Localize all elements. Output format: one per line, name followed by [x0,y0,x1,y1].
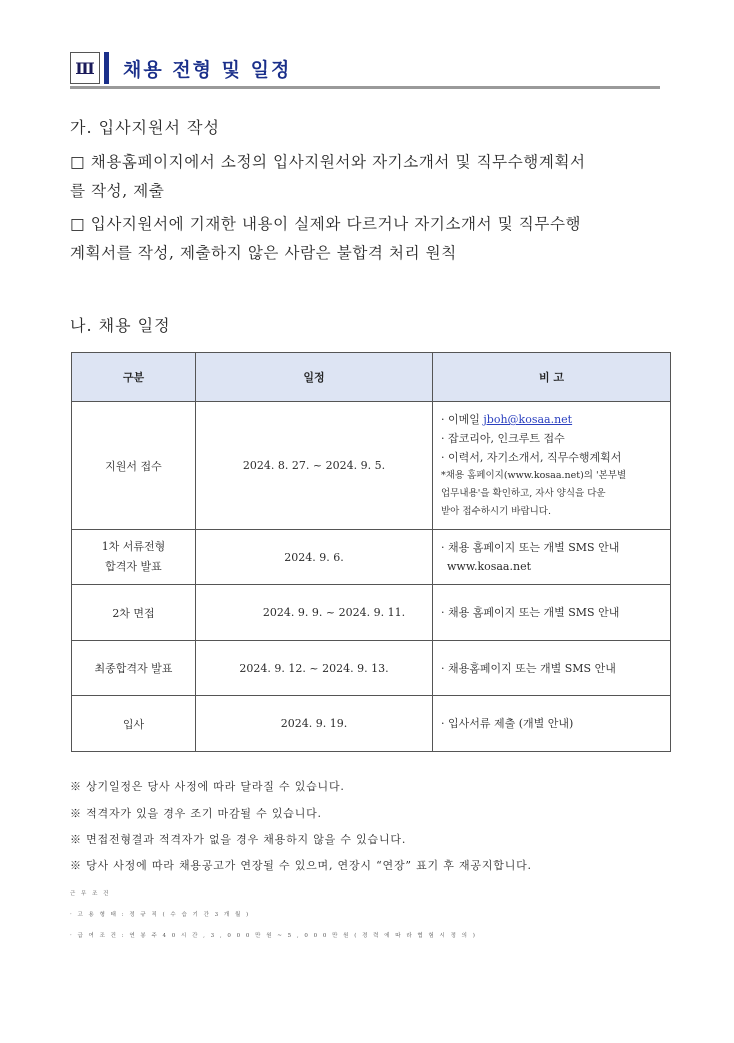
cell-category: 2차 면접 [72,585,196,641]
table-row [72,696,671,752]
note-line: 받아 접수하시기 바랍니다. [441,506,552,517]
paragraph-item-2 [70,210,670,268]
header-accent-bar [104,52,109,84]
category-line: 합격자 발표 [105,560,162,573]
fine-print-line: · 고 용 형 태 : 정 규 직 ( 수 습 기 간 3 개 월 ) [70,912,251,918]
checkbox-glyph: □ [70,215,86,233]
cell-category: 최종합격자 발표 [72,641,196,696]
cell-schedule: 2024. 8. 27. ~ 2024. 9. 5. [196,402,433,530]
note-line: · 이력서, 자기소개서, 직무수행계획서 [441,451,622,464]
cell-schedule: 2024. 9. 19. [196,696,433,752]
note-line [441,410,670,429]
section-title: 채용 전형 및 일정 [123,58,292,81]
note-prefix: · 이메일 [441,413,484,426]
checkbox-glyph: □ [70,153,86,171]
paragraph-text: 입사지원서에 기재한 내용이 실제와 다르거나 자기소개서 및 직무수행 [85,215,582,233]
table-row [72,585,671,641]
section-number: Ⅲ [75,58,95,78]
footnote: ※ 상기일정은 당사 사정에 따라 달라질 수 있습니다. [70,780,345,793]
header-schedule: 일정 [196,353,433,402]
header-notes: 비 고 [433,353,671,402]
paragraph-text: 채용홈페이지에서 소정의 입사지원서와 자기소개서 및 직무수행계획서 [85,153,586,171]
note-line: · 잡코리아, 인크루트 접수 [441,432,565,445]
paragraph-line: 계획서를 작성, 제출하지 않은 사람은 불합격 처리 원칙 [70,244,457,262]
paragraph-item-1 [70,148,670,206]
schedule-table [71,352,671,752]
fine-print-line: · 급 여 조 건 : 연 봉 주 4 0 시 간 , 3 , 0 0 0 만 원 ~ 5 , 0 0 0 만 원 ( 경 력 에 따 라 협 험 시 정 의 ) [70,933,477,939]
section-header [70,50,660,89]
table-row [72,402,671,530]
fine-print-heading: 근 무 조 건 [70,891,111,897]
website-text: www.kosaa.net [447,560,531,573]
cell-schedule: 2024. 9. 12. ~ 2024. 9. 13. [196,641,433,696]
subheading-schedule: 나. 채용 일정 [70,316,171,335]
note-line: *채용 홈페이지(www.kosaa.net)의 '본부별 [441,470,627,481]
cell-category: 지원서 접수 [72,402,196,530]
cell-schedule: 2024. 9. 9. ~ 2024. 9. 11. [196,585,433,641]
paragraph-line [70,210,670,239]
table-header-row [72,353,671,402]
subheading-application: 가. 입사지원서 작성 [70,118,220,137]
footnote: ※ 적격자가 있을 경우 조기 마감될 수 있습니다. [70,807,322,820]
table-row [72,641,671,696]
header-category: 구분 [72,353,196,402]
paragraph-line [70,148,670,177]
cell-notes: · 채용홈페이지 또는 개별 SMS 안내 [433,641,671,696]
category-line: 1차 서류전형 [101,540,166,553]
note-line: · 채용 홈페이지 또는 개별 SMS 안내 [441,541,620,554]
cell-notes [433,402,671,530]
cell-notes: · 채용 홈페이지 또는 개별 SMS 안내 [433,585,671,641]
cell-schedule: 2024. 9. 6. [196,530,433,585]
cell-category [72,530,196,585]
footnote: ※ 당사 사정에 따라 채용공고가 연장될 수 있으며, 연장시 “연장” 표기 후 재공지합니다. [70,859,532,872]
section-number-box [70,52,100,84]
paragraph-line: 를 작성, 제출 [70,182,165,200]
note-line: 업무내용'을 확인하고, 자사 양식을 다운 [441,488,606,499]
email-link[interactable]: jboh@kosaa.net [483,413,573,426]
footnote: ※ 면접전형결과 적격자가 없을 경우 채용하지 않을 수 있습니다. [70,833,407,846]
cell-notes: · 입사서류 제출 (개별 안내) [433,696,671,752]
table-row [72,530,671,585]
cell-category: 입사 [72,696,196,752]
cell-notes [433,530,671,585]
